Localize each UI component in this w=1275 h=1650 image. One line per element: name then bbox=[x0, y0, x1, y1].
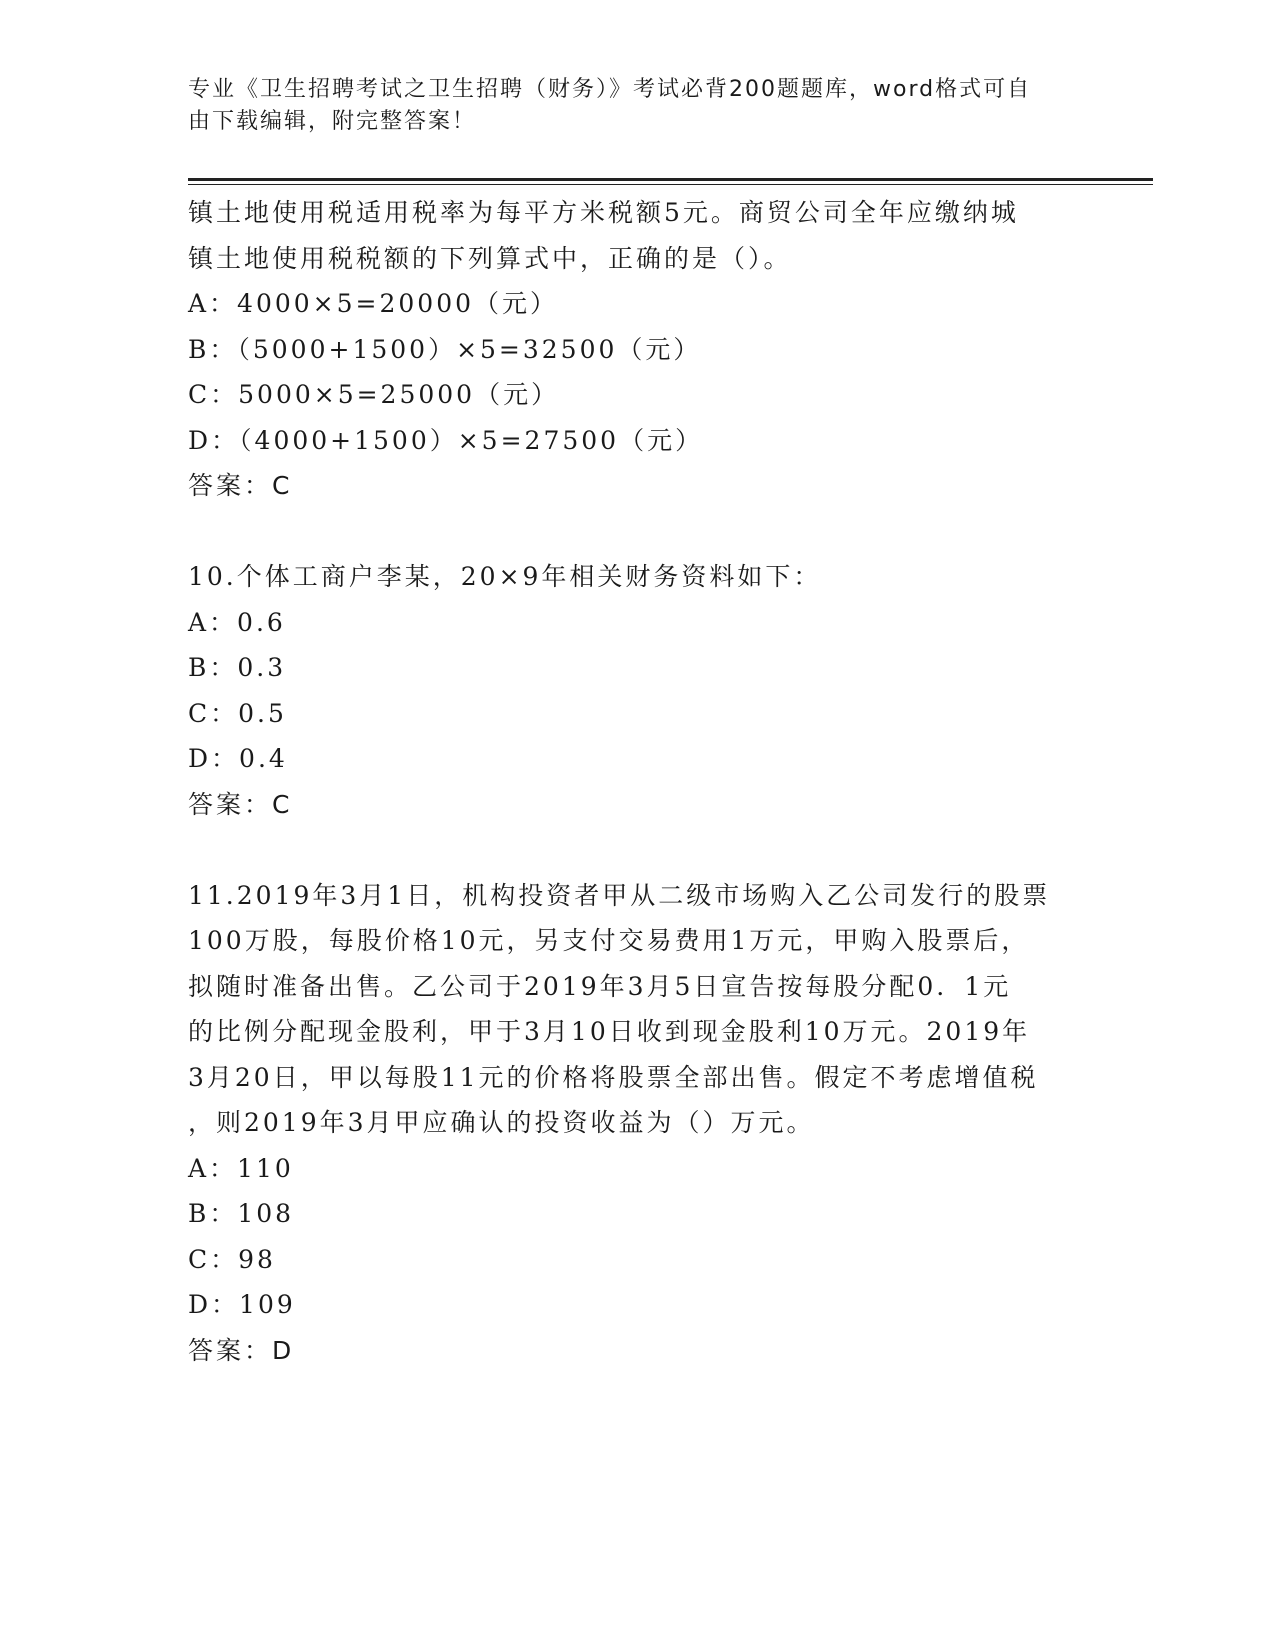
question-spacer bbox=[188, 827, 1088, 873]
question-stem-line: 11.2019年3月1日，机构投资者甲从二级市场购入乙公司发行的股票 bbox=[188, 880, 1051, 910]
document-header bbox=[188, 74, 1068, 138]
question-11 bbox=[188, 873, 1088, 1374]
question-stem-line: 100万股，每股价格10元，另支付交易费用1万元，甲购入股票后， bbox=[188, 926, 1030, 955]
question-stem-line: 3月20日，甲以每股11元的价格将股票全部出售。假定不考虑增值税 bbox=[188, 1062, 1039, 1092]
option-d: D：0.4 bbox=[188, 744, 288, 773]
header-rule-thin bbox=[188, 184, 1153, 185]
option-a: A：110 bbox=[188, 1153, 294, 1183]
question-stem-line: 镇土地使用税适用税率为每平方米税额5元。商贸公司全年应缴纳城 bbox=[188, 198, 1019, 227]
answer-line: 答案：C bbox=[188, 789, 293, 819]
question-10 bbox=[188, 554, 1088, 827]
option-c: C：0.5 bbox=[188, 698, 287, 728]
option-d: D：（4000+1500）×5=27500（元） bbox=[188, 425, 704, 455]
header-line-2: 由下载编辑，附完整答案！ bbox=[188, 109, 477, 134]
option-a: A：4000×5=20000（元） bbox=[188, 289, 559, 318]
header-line-1: 专业《卫生招聘考试之卫生招聘（财务）》考试必背200题题库，word格式可自 bbox=[188, 77, 1032, 102]
question-content bbox=[188, 190, 1088, 1373]
option-b: B：（5000+1500）×5=32500（元） bbox=[188, 334, 702, 364]
question-stem-line: 的比例分配现金股利，甲于3月10日收到现金股利10万元。2019年 bbox=[188, 1017, 1031, 1046]
question-9 bbox=[188, 190, 1088, 509]
option-b: B：108 bbox=[188, 1199, 295, 1228]
option-b: B：0.3 bbox=[188, 653, 287, 682]
answer-line: 答案：D bbox=[188, 1335, 295, 1365]
answer-line: 答案：C bbox=[188, 471, 293, 500]
question-stem-line: ，则2019年3月甲应确认的投资收益为（）万元。 bbox=[188, 1108, 815, 1137]
option-d: D：109 bbox=[188, 1290, 296, 1319]
question-stem-line: 镇土地使用税税额的下列算式中，正确的是（）。 bbox=[188, 243, 792, 273]
question-stem-line: 拟随时准备出售。乙公司于2019年3月5日宣告按每股分配0．1元 bbox=[188, 971, 1012, 1001]
header-rule-thick bbox=[188, 178, 1153, 181]
question-spacer bbox=[188, 509, 1088, 555]
option-c: C：98 bbox=[188, 1244, 276, 1274]
option-c: C：5000×5=25000（元） bbox=[188, 380, 560, 409]
option-a: A：0.6 bbox=[188, 607, 286, 637]
question-stem-line: 10.个体工商户李某，20×9年相关财务资料如下： bbox=[188, 562, 822, 591]
